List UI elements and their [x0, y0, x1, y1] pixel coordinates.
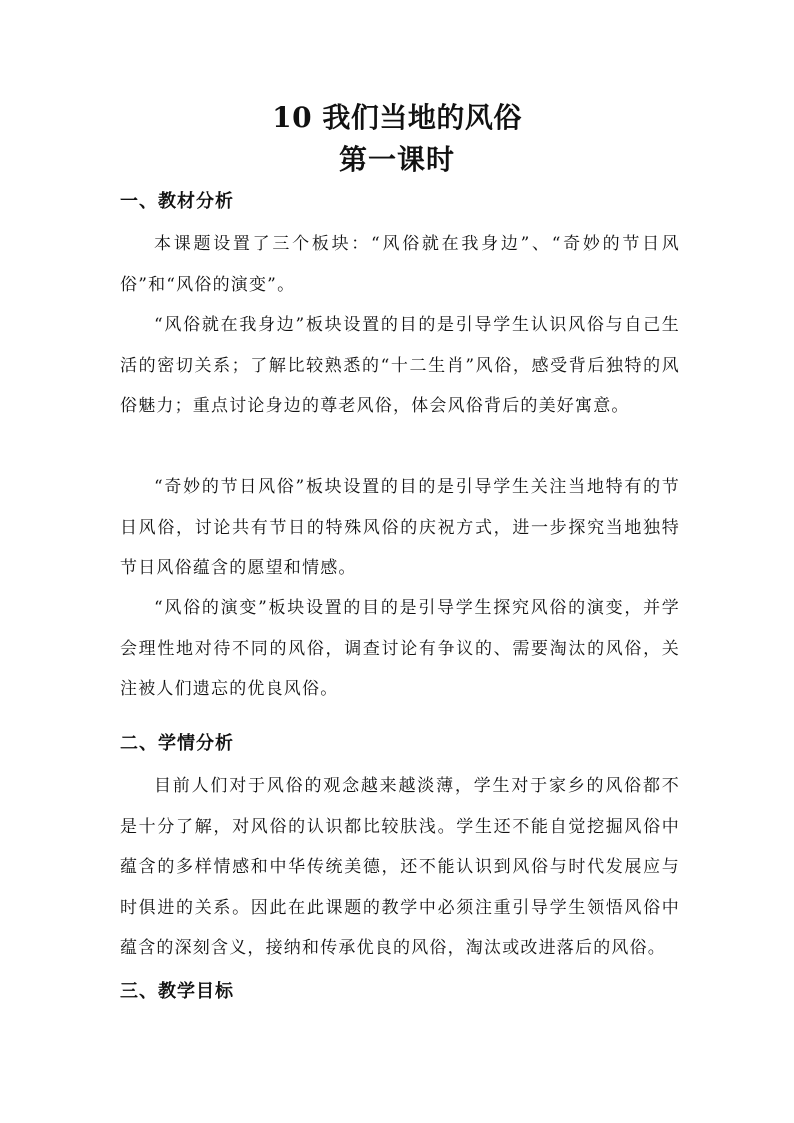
- section-heading-teaching-objectives: 三、教学目标: [120, 981, 234, 1002]
- paragraph-student-analysis: 目前人们对于风俗的观念越来越淡薄，学生对于家乡的风俗都不是十分了解，对风俗的认识都比较肤浅。学生还不能自觉挖掘风俗中蕴含的多样情感和中华传统美德，还不能认识到风俗与时代发展应与时俱进的关系。因此在此课题的教学中必须注重引导学生领悟风俗中蕴含的深刻含义，接纳和传承优良的风俗，淘汰或改进落后的风俗。: [120, 776, 680, 958]
- paragraph-overview: 本课题设置了三个板块：“风俗就在我身边”、“奇妙的节日风俗”和“风俗的演变”。: [120, 234, 680, 295]
- paragraph-festival-customs: “奇妙的节日风俗”板块设置的目的是引导学生关注当地特有的节日风俗，讨论共有节日的特殊风俗的庆祝方式，进一步探究当地独特节日风俗蕴含的愿望和情感。: [120, 477, 680, 578]
- paragraph-custom-evolution: “风俗的演变”板块设置的目的是引导学生探究风俗的演变，并学会理性地对待不同的风俗，调查讨论有争议的、需要淘汰的风俗，关注被人们遗忘的优良风俗。: [120, 598, 680, 699]
- section-heading-student-analysis: 二、学情分析: [120, 733, 234, 754]
- paragraph-custom-around-me: “风俗就在我身边”板块设置的目的是引导学生认识风俗与自己生活的密切关系；了解比较熟悉的“十二生肖”风俗，感受背后独特的风俗魅力；重点讨论身边的尊老风俗，体会风俗背后的美好寓意。: [120, 315, 680, 416]
- section-heading-textbook-analysis: 一、教材分析: [120, 191, 234, 212]
- document-title: 10 我们当地的风俗: [272, 101, 522, 134]
- document-subtitle: 第一课时: [338, 143, 455, 176]
